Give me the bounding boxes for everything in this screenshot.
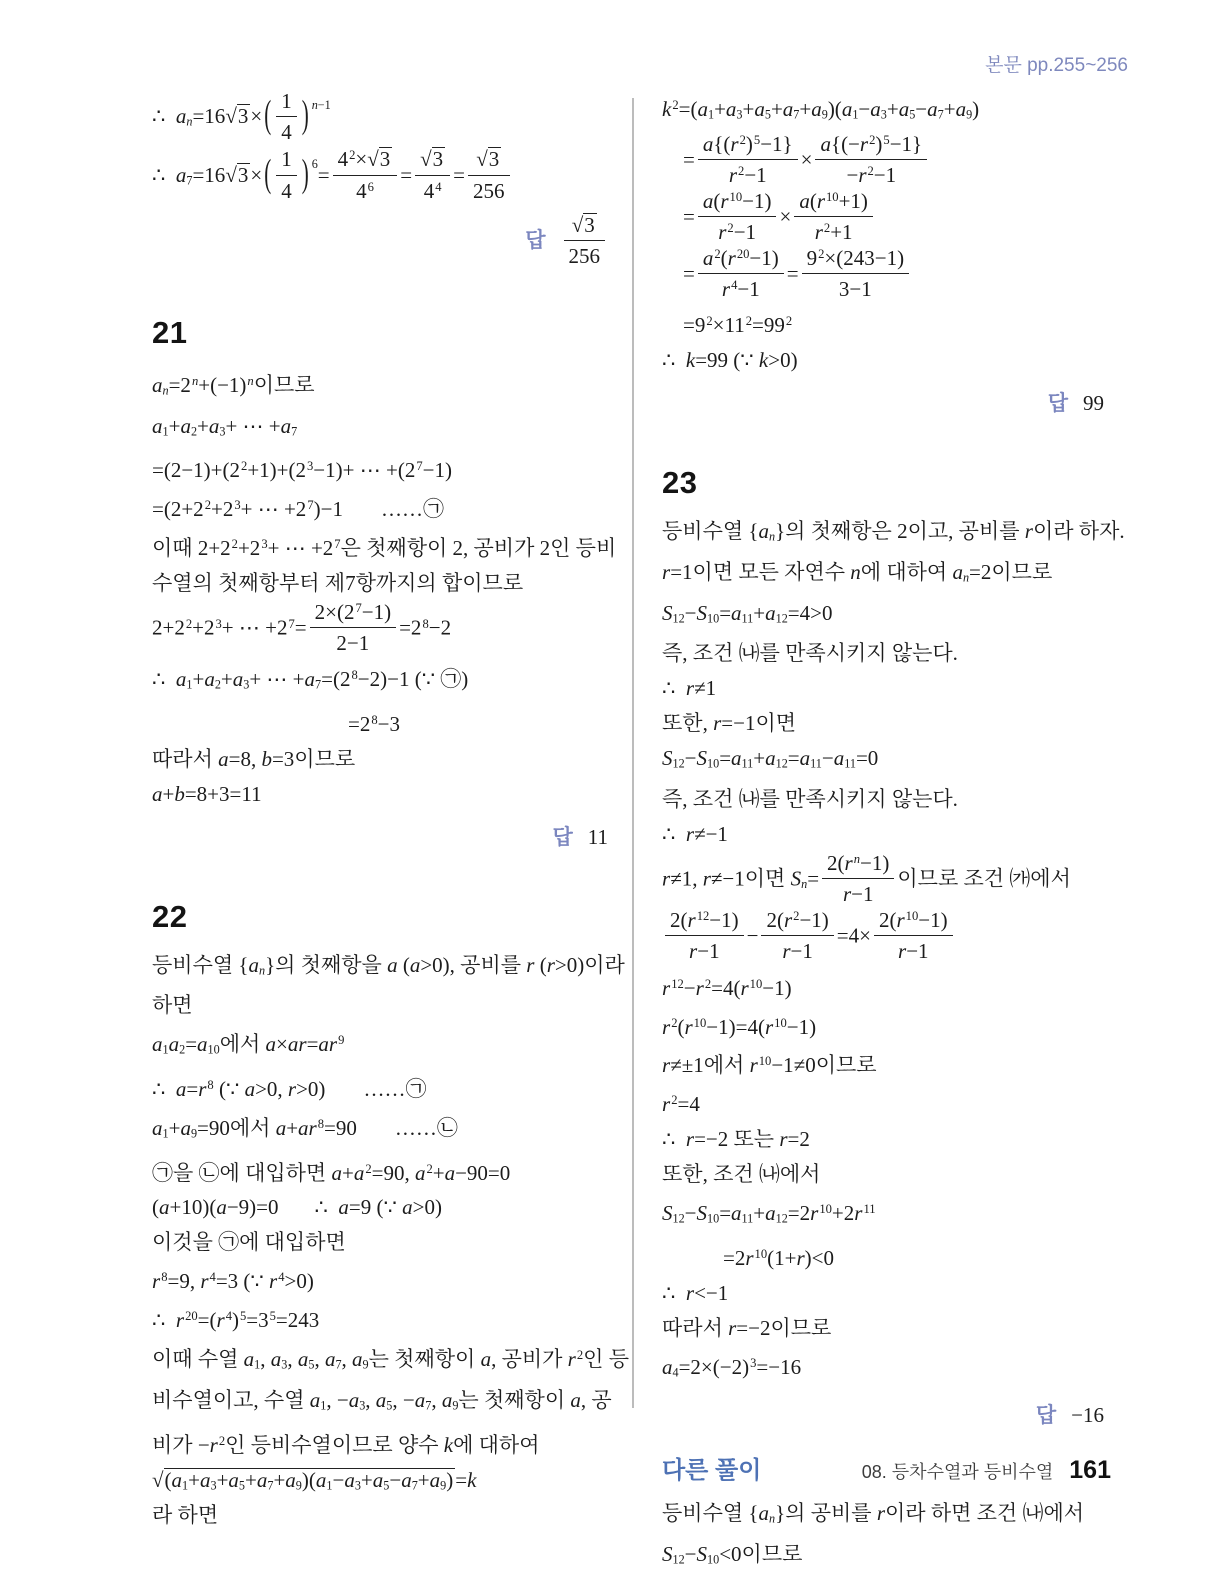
formula-line: ∴ r<−1 (662, 1280, 729, 1305)
formula-line: $=(2-1)+(2^2+1)+(2^3-1)+$ ⋯ $+(2^7-1)$ (152, 458, 452, 483)
formula-line: ㉠을 ㉡에 대입하면 $a+a^2=90$, $a^2+a-90=0$ (152, 1160, 511, 1185)
column-divider (632, 98, 634, 1408)
answer-line (152, 820, 632, 855)
right-column (662, 88, 1128, 1578)
formula-line: $=9^2\times 11^2=99^2$ (683, 313, 793, 338)
left-column (152, 88, 632, 1533)
formula-line: $r^8=9$, $r^4=3$ (∵ $r^4>0$) (152, 1269, 314, 1294)
formula-line: $S_{12}-S_{10}=a_{11}+a_{12}=4>0$ (662, 600, 833, 626)
formula-line: $=(2+2^2+2^3+$ ⋯ $+2^7)-1$ ……㉠ (152, 497, 444, 522)
formula-line: = $\frac{a(r^{10}-1)}{r^2-1}$ × $\frac{a(r^{10}+1)}{r^2+1}$ (683, 190, 1128, 247)
formula-line: a+b=8+3=11 (152, 781, 262, 806)
formula-line: $S_{12}-S_{10}=a_{11}+a_{12}=a_{11}-a_{11}=0$ (662, 746, 879, 772)
answer-label: 답 (525, 229, 546, 253)
answer-line (662, 1398, 1128, 1433)
solution-text: 비가 $-r^2$인 등비수열이므로 양수 k에 대하여 (152, 1432, 540, 1457)
solution-text: 따라서 r=−2이므로 (662, 1315, 832, 1340)
formula-line: $\frac{2(r^{12}-1)}{r-1}$ − $\frac{2(r^2-1)}{r-1}$ =4× $\frac{2(r^{10}-1)}{r-1}$ (662, 909, 1128, 966)
formula-line: $a_n=2^n+(-1)^n$이므로 (152, 372, 315, 398)
formula-line: r≠1, r≠−1이면 $S_n=$ $\frac{2(r^n-1)}{r-1}$ 이므로 조건 ㈎에서 (662, 851, 1071, 907)
formula-line: $S_{12}-S_{10}<0$이므로 (662, 1541, 803, 1567)
formula-line: $a_1+a_2+a_3+$ ⋯ $+a_7$ (152, 413, 298, 439)
solution-text: 하면 (152, 993, 193, 1018)
solution-text: 등비수열 $\{a_n\}$의 첫째항은 2이고, 공비를 r이라 하자. (662, 519, 1125, 545)
formula-line: $r^{12}-r^2=4(r^{10}-1)$ (662, 975, 792, 1000)
solution-text: 이때 $2+2^2+2^3+$ ⋯ $+2^7$은 첫째항이 2, 공비가 2인 등비 (152, 535, 617, 560)
formula-line: ∴ $a_n=16√3\times$( $\frac{1}{4}$ ) $^{n-1}$ (152, 88, 331, 144)
answer-line (662, 386, 1128, 421)
problem-23-heading: 23 (662, 465, 698, 501)
formula-line: ∴ $a_1+a_2+a_3+$ ⋯ $+a_7=(2^8-2)-1$ (∵ ㉠) (152, 667, 469, 692)
formula-line: ∴ k=99 (∵ k>0) (662, 348, 798, 373)
solution-text: 또한, r=−1이면 (662, 711, 797, 736)
formula-line: ∴ r≠−1 (662, 822, 728, 847)
formula-line: $r^2(r^{10}-1)=4(r^{10}-1)$ (662, 1014, 817, 1039)
solution-text: 또한, 조건 ㈏에서 (662, 1162, 821, 1187)
formula-line: $=2r^{10}(1+r)<0$ (723, 1245, 834, 1270)
answer-line (152, 214, 632, 271)
problem-21-heading: 21 (152, 314, 188, 350)
answer-value: $\frac{√3}{256}$ (561, 228, 609, 252)
solution-text: 이때 수열 $a_1$, $a_3$, $a_5$, $a_7$, $a_9$는 첫째항이 a, 공비가 $r^2$인 등 (152, 1347, 629, 1372)
solution-text: 라 하면 (152, 1502, 219, 1527)
solution-text: 즉, 조건 ㈏를 만족시키지 않는다. (662, 787, 958, 812)
answer-value: 99 (1083, 391, 1104, 416)
formula-line: $√(a_1+a_3+a_5+a_7+a_9)(a_1-a_3+a_5-a_7+a_9)=k$ (152, 1467, 477, 1493)
solution-text: 등비수열 $\{a_n\}$의 첫째항을 a (a>0), 공비를 r (r>0)이라 (152, 952, 625, 978)
formula-line: $a_1a_2=a_{10}$에서 $a\times ar=ar^9$ (152, 1032, 345, 1058)
answer-label: 답 (552, 825, 573, 849)
alternative-solution-heading: 다른 풀이 (662, 1457, 762, 1485)
footer-chapter-title: 08. 등차수열과 등비수열 (861, 1462, 1054, 1482)
solution-text: 수열의 첫째항부터 제7항까지의 합이므로 (152, 570, 524, 595)
formula-line: = $\frac{a^2(r^{20}-1)}{r^4-1}$ = $\frac{9^2\times(243-1)}{3-1}$ (683, 247, 1128, 304)
formula-line: $a_1+a_9=90$에서 $a+ar^8=90$ ……㉡ (152, 1115, 458, 1141)
formula-line: $k^2=(a_1+a_3+a_5+a_7+a_9)(a_1-a_3+a_5-a_7+a_9)$ (662, 96, 980, 122)
solution-text: 등비수열 $\{a_n\}$의 공비를 r이라 하면 조건 ㈏에서 (662, 1501, 1085, 1526)
formula-line: $a_4=2\times(-2)^3=-16$ (662, 1354, 802, 1380)
formula-line: ∴ r≠1 (662, 676, 717, 701)
solution-text: 비수열이고, 수열 $a_1$, $-a_3$, $a_5$, $-a_7$, $a_9$는 첫째항이 a, 공 (152, 1387, 612, 1413)
formula-line: = $\frac{a\{(r^2)^5-1\}}{r^2-1}$ × $\frac{a\{(-r^2)^5-1\}}{-r^2-1}$ (683, 133, 1128, 190)
formula-line: $r^2=4$ (662, 1092, 700, 1117)
problem-22-heading: 22 (152, 898, 188, 934)
formula-line: r≠±1에서 $r^{10}-1\ne 0$이므로 (662, 1053, 877, 1078)
page-header-reference: 본문 pp.255~256 (985, 55, 1128, 76)
formula-line: ∴ r=−2 또는 r=2 (662, 1127, 810, 1152)
solution-text: r=1이면 모든 자연수 n에 대하여 $a_n=2$이므로 (662, 560, 1053, 585)
formula-line: $2+2^2+2^3+$ ⋯ $+2^7=$ $\frac{2\times(2^7-1)}{2-1}$ $=2^8-2$ (152, 599, 452, 656)
footer-page-number: 161 (1069, 1456, 1111, 1484)
formula-line: $=2^8-3$ (348, 711, 400, 736)
formula-line: ∴ $a=r^8$ (∵ a>0, r>0) ……㉠ (152, 1076, 427, 1101)
page-footer (862, 1456, 1111, 1485)
answer-value: 11 (587, 824, 608, 849)
answer-value: −16 (1071, 1403, 1104, 1428)
solution-text: 따라서 a=8, b=3이므로 (152, 746, 356, 771)
formula-line: ∴ $r^{20}=(r^4)^5=3^5=243$ (152, 1308, 320, 1333)
solution-text: 이것을 ㉠에 대입하면 (152, 1230, 346, 1255)
answer-label: 답 (1047, 392, 1068, 416)
formula-line: $S_{12}-S_{10}=a_{11}+a_{12}=2r^{10}+2r^{11}$ (662, 1201, 876, 1226)
formula-line: (a+10)(a−9)=0 ∴ a=9 (∵ a>0) (152, 1195, 442, 1220)
formula-line: ∴ $a_7=16√3\times$( $\frac{1}{4}$ ) $^6$= $\frac{4^2\times√3}{4^6}$ = $\frac{√3}{4^4}$ = $\frac{√3}{256}$ (152, 147, 632, 206)
solution-text: 즉, 조건 ㈏를 만족시키지 않는다. (662, 641, 958, 666)
answer-label: 답 (1035, 1404, 1057, 1428)
